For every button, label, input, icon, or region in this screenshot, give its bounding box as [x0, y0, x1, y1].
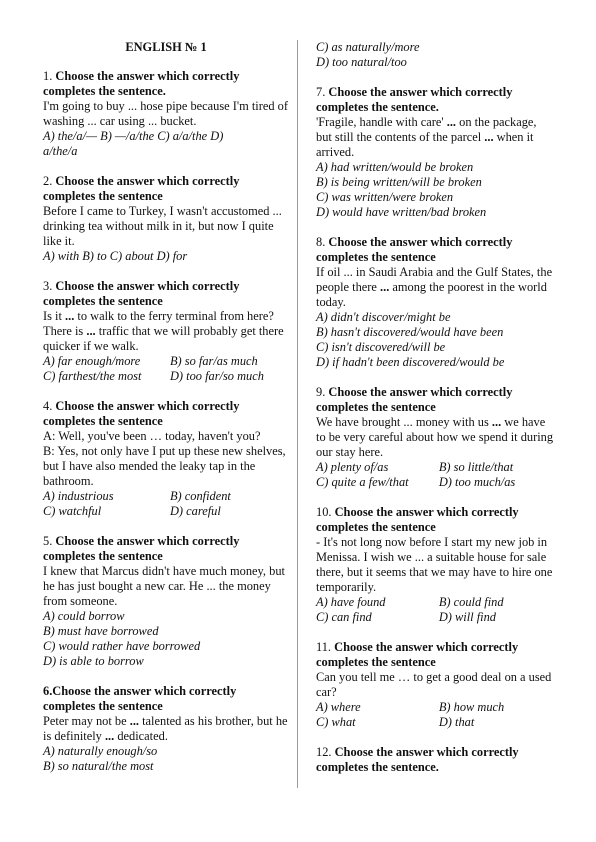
blank: ... — [380, 280, 390, 294]
question-number: 6. — [43, 684, 53, 698]
question-text: We have brought ... money with us ... we have to be very careful about how we spend it during our stay here. — [316, 415, 554, 459]
question-prompt: Choose the answer which correctly completes the sentence — [43, 174, 240, 203]
option-b: B) confident — [169, 489, 231, 503]
question-prompt: Choose the answer which correctly completes the sentence. — [316, 745, 519, 774]
question-number: 7. — [316, 85, 326, 99]
column-divider — [297, 40, 298, 788]
blank: ... — [491, 415, 502, 429]
option-c: C) can find — [316, 610, 372, 624]
question-6-continued — [316, 40, 554, 70]
option-d: D) too much/as — [438, 475, 516, 489]
option-b: B) so little/that — [438, 460, 514, 474]
option-a: A) where — [316, 700, 361, 714]
option-b: B) hasn't discovered/would have been — [316, 325, 504, 339]
option-a: A) industrious — [43, 489, 114, 503]
question-text: A: Well, you've been … today, haven't you? — [43, 429, 261, 443]
question-prompt: Choose the answer which correctly completes the sentence. — [43, 69, 240, 98]
question-text: If oil ... in Saudi Arabia and the Gulf States, the people there ... among the poorest in the world today. — [316, 265, 553, 309]
option-c: C) as naturally/more — [316, 40, 420, 54]
option-c: C) isn't discovered/will be — [316, 340, 446, 354]
question-prompt: Choose the answer which correctly completes the sentence. — [316, 85, 513, 114]
option-a: A) far enough/more — [43, 354, 141, 368]
option-b: B) how much — [438, 700, 505, 714]
option-d: D) that — [438, 715, 475, 729]
question-number: 12. — [316, 745, 332, 759]
option-c: C) watchful — [43, 504, 102, 518]
question-prompt: Choose the answer which correctly completes the sentence — [316, 235, 513, 264]
option-a: A) had written/would be broken — [316, 160, 474, 174]
option-b: B) must have borrowed — [43, 624, 159, 638]
question-number: 9. — [316, 385, 326, 399]
page-title: ENGLISH № 1 — [125, 40, 207, 54]
option-d: D) careful — [169, 504, 221, 518]
option-d: D) too far/so much — [169, 369, 264, 383]
question-number: 2. — [43, 174, 53, 188]
question-text: Is it ... to walk to the ferry terminal from here? There is ... traffic that we will probably get there quicker if we walk. — [43, 309, 284, 353]
option-a: A) could borrow — [43, 609, 125, 623]
question-12 — [316, 745, 554, 775]
question-2 — [43, 174, 289, 264]
option-d: D) too natural/too — [316, 55, 407, 69]
options-line: a/the/a — [43, 144, 78, 158]
question-text: 'Fragile, handle with care' ... on the package, but still the contents of the parcel ... when it arrived. — [316, 115, 537, 159]
question-prompt: Choose the answer which correctly completes the sentence — [316, 385, 513, 414]
question-number: 10. — [316, 505, 332, 519]
option-b: B) so natural/the most — [43, 759, 154, 773]
question-number: 11. — [316, 640, 332, 654]
option-a: A) didn't discover/might be — [316, 310, 451, 324]
question-10 — [316, 505, 554, 625]
question-number: 3. — [43, 279, 53, 293]
question-prompt: Choose the answer which correctly completes the sentence — [43, 399, 240, 428]
question-9 — [316, 385, 554, 490]
option-a: A) plenty of/as — [316, 460, 389, 474]
option-a: A) naturally enough/so — [43, 744, 158, 758]
question-number: 4. — [43, 399, 53, 413]
question-prompt: Choose the answer which correctly completes the sentence — [43, 534, 240, 563]
blank: ... — [86, 324, 96, 338]
left-column — [43, 40, 289, 789]
blank: ... — [129, 714, 140, 728]
option-c: C) farthest/the most — [43, 369, 142, 383]
question-3 — [43, 279, 289, 384]
blank: ... — [104, 729, 115, 743]
option-c: C) what — [316, 715, 356, 729]
option-a: A) have found — [316, 595, 386, 609]
option-d: D) will find — [438, 610, 496, 624]
option-d: D) is able to borrow — [43, 654, 144, 668]
question-4 — [43, 399, 289, 519]
option-c: C) quite a few/that — [316, 475, 409, 489]
question-number: 8. — [316, 235, 326, 249]
question-6 — [43, 684, 289, 774]
option-b: B) could find — [438, 595, 504, 609]
question-text: I'm going to buy ... hose pipe because I'm tired of washing ... car using ... bucket. — [43, 99, 288, 128]
option-b: B) so far/as much — [169, 354, 258, 368]
blank: ... — [446, 115, 457, 129]
blank: ... — [484, 130, 494, 144]
option-d: D) would have written/bad broken — [316, 205, 487, 219]
question-prompt: Choose the answer which correctly completes the sentence — [316, 640, 519, 669]
option-c: C) would rather have borrowed — [43, 639, 201, 653]
options-line: A) with B) to C) about D) for — [43, 249, 188, 263]
option-c: C) was written/were broken — [316, 190, 454, 204]
option-d: D) if hadn't been discovered/would be — [316, 355, 505, 369]
question-prompt: Choose the answer which correctly completes the sentence — [316, 505, 519, 534]
question-7 — [316, 85, 554, 220]
question-11 — [316, 640, 554, 730]
question-prompt: Choose the answer which correctly completes the sentence — [43, 279, 240, 308]
question-5 — [43, 534, 289, 669]
question-text: B: Yes, not only have I put up these new shelves, but I have also mended the leaky tap in the bathroom. — [43, 444, 286, 488]
options-line: A) the/a/— B) —/a/the C) a/a/the D) — [43, 129, 224, 143]
question-text: I knew that Marcus didn't have much money, but he has just bought a new car. He ... the money from someone. — [43, 564, 285, 608]
question-text: Before I came to Turkey, I wasn't accustomed ... drinking tea without milk in it, but now I quite like it. — [43, 204, 282, 248]
question-8 — [316, 235, 554, 370]
blank: ... — [65, 309, 75, 323]
question-text: - It's not long now before I start my new job in Menissa. I wish we ... a suitable house for sale there, but it seems that we may have to hire one temporarily. — [316, 535, 553, 594]
question-number: 5. — [43, 534, 53, 548]
question-text: Can you tell me … to get a good deal on a used car? — [316, 670, 552, 699]
option-b: B) is being written/will be broken — [316, 175, 482, 189]
question-prompt: Choose the answer which correctly completes the sentence — [43, 684, 237, 713]
question-1 — [43, 69, 289, 159]
question-number: 1. — [43, 69, 53, 83]
right-column — [316, 40, 554, 790]
question-text: Peter may not be ... talented as his brother, but he is definitely ... dedicated. — [43, 714, 288, 743]
